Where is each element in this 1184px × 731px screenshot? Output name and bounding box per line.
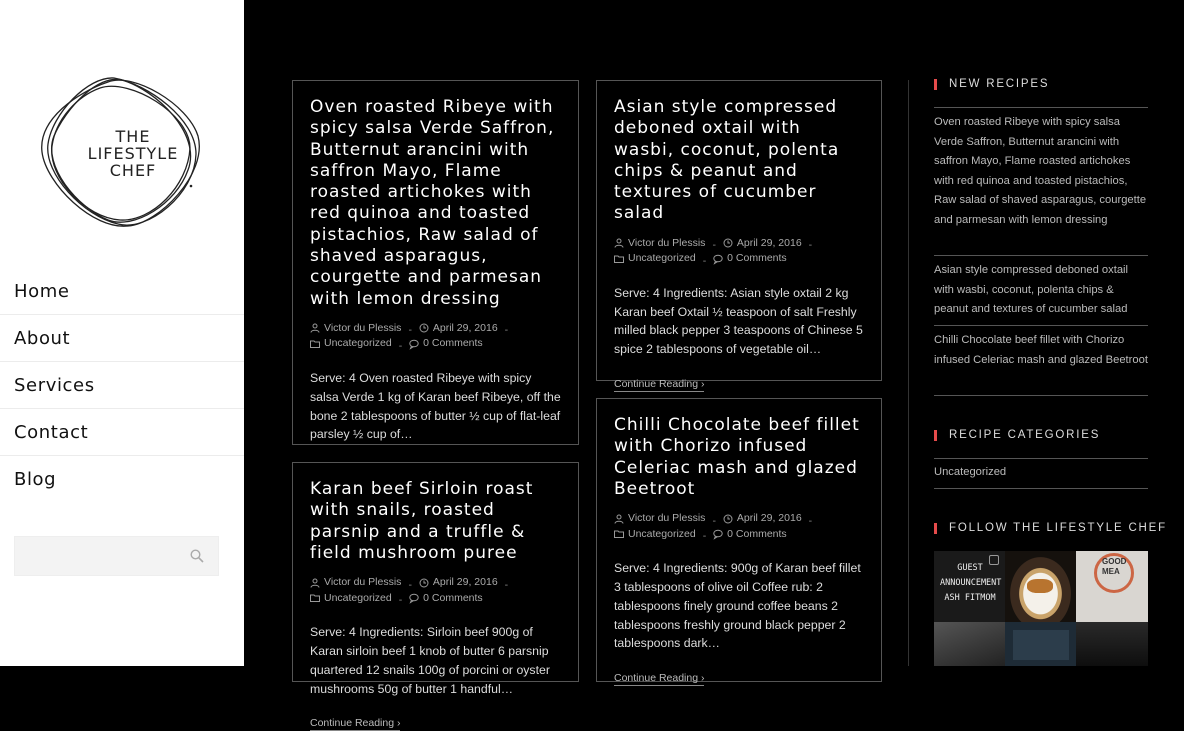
clock-icon (723, 514, 733, 524)
category-link-uncategorized[interactable]: Uncategorized (934, 466, 1007, 478)
widget-divider (934, 395, 1148, 396)
post-comments[interactable]: 0 Comments (727, 252, 787, 265)
instagram-photo[interactable] (934, 622, 1005, 666)
logo-line-the: THE (115, 127, 151, 146)
post-meta: Victor du Plessis - April 29, 2016 - Uncategorized - 0 Comments (310, 322, 561, 353)
comment-icon (713, 254, 723, 264)
nav-blog[interactable]: Blog (14, 469, 57, 490)
post-card (292, 80, 579, 445)
site-logo[interactable] (38, 74, 204, 234)
instagram-photo[interactable] (1076, 622, 1148, 666)
post-author[interactable]: Victor du Plessis (628, 512, 706, 525)
post-category[interactable]: Uncategorized (628, 252, 696, 265)
instagram-icon (989, 555, 999, 565)
comment-icon (713, 529, 723, 539)
new-recipes-title: NEW RECIPES (934, 78, 1049, 90)
clock-icon (419, 578, 429, 588)
post-category[interactable]: Uncategorized (324, 337, 392, 350)
post-title[interactable]: Oven roasted Ribeye with spicy salsa Verde Saffron, Butternut arancini with saffron Mayo, Flame roasted artichokes with red quinoa and toasted pistachios, Raw salad of shaved asparagus, courgette and parmesan with lemon dressing (310, 97, 555, 309)
instagram-photo-caption: GUEST ANNOUNCEMENT ASH FITMOM (940, 563, 1002, 603)
post-excerpt: Serve: 4 Ingredients: 900g of Karan beef fillet 3 tablespoons of olive oil Coffee rub: 2 tablespoons finely ground coffee beans 2 tablespoons freshly ground black pepper 2 tablespoons dark… (614, 561, 861, 651)
instagram-photo[interactable] (1076, 551, 1148, 622)
recipe-categories-title: RECIPE CATEGORIES (934, 429, 1100, 441)
folder-icon (614, 529, 624, 539)
nav-about[interactable]: About (0, 315, 244, 362)
widget-divider (934, 107, 1148, 108)
post-meta: Victor du Plessis - April 29, 2016 - Uncategorized - 0 Comments (614, 237, 864, 268)
post-card (596, 398, 882, 685)
sidebar-divider (908, 80, 909, 666)
nav-services[interactable]: Services (0, 362, 244, 409)
logo-line-lifestyle: LIFESTYLE (87, 144, 179, 163)
main-nav (0, 268, 244, 503)
nav-contact[interactable]: Contact (0, 409, 244, 456)
clock-icon (723, 238, 733, 248)
post-title[interactable]: Asian style compressed deboned oxtail with wasbi, coconut, polenta chips & peanut and textures of cucumber salad (614, 97, 840, 224)
post-title[interactable]: Chilli Chocolate beef fillet with Chorizo infused Celeriac mash and glazed Beetroot (614, 415, 860, 499)
post-excerpt: Serve: 4 Oven roasted Ribeye with spicy salsa Verde 1 kg of Karan beef Ribeye, off the bone 2 tablespoons of butter ½ cup of flat-leaf parsley ½ cup of… (310, 370, 561, 442)
search-icon[interactable] (190, 549, 204, 563)
user-icon (614, 238, 624, 248)
widget-divider (934, 255, 1148, 256)
post-comments[interactable]: 0 Comments (423, 337, 483, 350)
comment-icon (409, 593, 419, 603)
instagram-photo[interactable] (1005, 622, 1076, 666)
instagram-photo[interactable] (1005, 551, 1076, 622)
logo-line-chef: CHEF (109, 161, 157, 180)
user-icon (310, 323, 320, 333)
post-date[interactable]: April 29, 2016 (432, 321, 498, 334)
widget-divider (934, 458, 1148, 459)
user-icon (614, 514, 624, 524)
post-comments[interactable]: 0 Comments (423, 591, 483, 604)
menu-card-shape (1013, 630, 1069, 660)
post-author[interactable]: Victor du Plessis (324, 576, 402, 589)
search-box (14, 536, 219, 576)
instagram-photo[interactable] (934, 551, 1005, 622)
post-author[interactable]: Victor du Plessis (628, 236, 706, 249)
continue-reading-link[interactable]: Continue Reading › (614, 672, 705, 685)
post-author[interactable]: Victor du Plessis (324, 321, 402, 334)
instagram-feed (934, 551, 1148, 666)
widget-divider (934, 325, 1148, 326)
post-date[interactable]: April 29, 2016 (736, 236, 802, 249)
post-date[interactable]: April 29, 2016 (432, 576, 498, 589)
recent-recipe-link[interactable]: Asian style compressed deboned oxtail with wasbi, coconut, polenta chips & peanut and textures of cucumber salad (934, 264, 1129, 315)
folder-icon (310, 339, 320, 349)
widget-divider (934, 488, 1148, 489)
instagram-photo-caption: GOOD MEA (1102, 557, 1127, 576)
post-title[interactable]: Karan beef Sirloin roast with snails, roasted parsnip and a truffle & field mushroom puree (310, 479, 534, 563)
post-card (292, 462, 579, 730)
left-sidebar (0, 0, 244, 666)
post-category[interactable]: Uncategorized (628, 527, 696, 540)
post-excerpt: Serve: 4 Ingredients: Sirloin beef 900g of Karan sirloin beef 1 knob of butter 6 parsnip quartered 12 snails 100g of porcini or oyster mushrooms 50g of butter 1 handful… (310, 625, 550, 696)
post-comments[interactable]: 0 Comments (727, 527, 787, 540)
folder-icon (614, 254, 624, 264)
user-icon (310, 578, 320, 588)
comment-icon (409, 339, 419, 349)
post-date[interactable]: April 29, 2016 (736, 512, 802, 525)
post-meta: Victor du Plessis - April 29, 2016 - Uncategorized - 0 Comments (614, 512, 864, 543)
follow-title: FOLLOW THE LIFESTYLE CHEF (934, 522, 1167, 534)
logo-text (38, 128, 228, 179)
folder-icon (310, 593, 320, 603)
continue-reading-link[interactable]: Continue Reading › (614, 377, 705, 390)
continue-reading-link[interactable]: Continue Reading › (310, 717, 401, 730)
nav-home[interactable]: Home (0, 268, 244, 315)
post-excerpt: Serve: 4 Ingredients: Asian style oxtail 2 kg Karan beef Oxtail ½ teaspoon of salt Freshly milled black pepper 3 teaspoons of Chinese 5 spice 2 tablespoons of vegetable oil… (614, 285, 863, 357)
recent-recipe-link[interactable]: Oven roasted Ribeye with spicy salsa Verde Saffron, Butternut arancini with saffron Mayo, Flame roasted artichokes with red quinoa and toasted pistachios, Raw salad of shaved asparagus, courgette and parmesan with lemon dressing (934, 116, 1147, 226)
post-meta: Victor du Plessis - April 29, 2016 - Uncategorized - 0 Comments (310, 576, 561, 607)
recent-recipe-link[interactable]: Chilli Chocolate beef fillet with Chorizo infused Celeriac mash and glazed Beetroot (934, 334, 1148, 366)
clock-icon (419, 323, 429, 333)
food-shape (1027, 579, 1053, 593)
search-input[interactable] (15, 537, 180, 575)
post-category[interactable]: Uncategorized (324, 591, 392, 604)
post-card (596, 80, 882, 390)
